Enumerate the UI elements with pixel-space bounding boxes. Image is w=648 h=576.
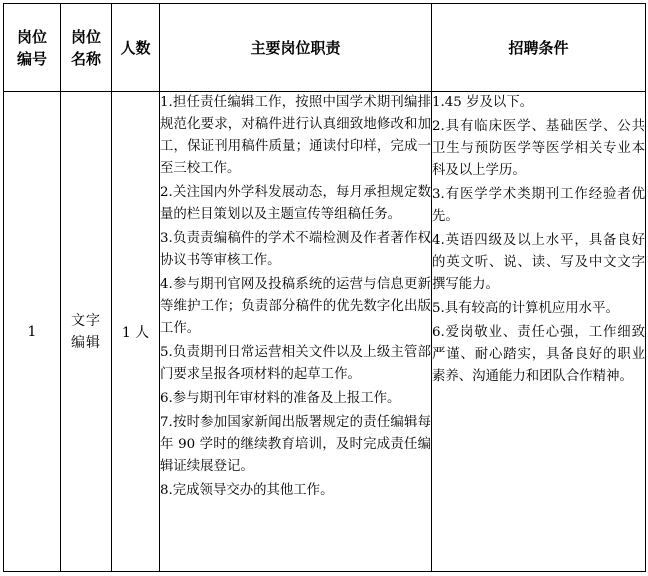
requirements-list — [432, 92, 645, 388]
cell-requirements — [432, 92, 646, 572]
header-requirements: 招聘条件 — [432, 4, 646, 92]
cell-duties — [160, 92, 432, 572]
header-post-name-line-2: 名称 — [70, 49, 101, 68]
cell-post-name — [61, 92, 112, 572]
header-row — [4, 4, 646, 92]
cell-count: 1 人 — [112, 92, 160, 572]
header-post-no-line-1: 岗位 — [16, 27, 47, 46]
header-post-name — [61, 4, 112, 92]
duties-list — [160, 92, 431, 502]
requirement-item-3: 3.有医学学术类期刊工作经验者优先。 — [432, 187, 645, 224]
duty-item-1: 1.担任责任编辑工作，按照中国学术期刊编排规范化要求，对稿件进行认真细致地修改和加工，保证刊用稿件质量；通读付印样，完成一至三校工作。 — [160, 95, 431, 176]
requirement-item-2: 2.具有临床医学、基础医学、公共卫生与预防医学等医学相关专业本科及以上学历。 — [432, 119, 645, 178]
requirement-item-1: 1.45 岁及以下。 — [432, 95, 534, 110]
requirement-item-4: 4.英语四级及以上水平，具备良好的英文听、说、读、写及中文文字撰写能力。 — [432, 233, 645, 292]
cell-post-no: 1 — [4, 92, 61, 572]
header-count: 人数 — [112, 4, 160, 92]
duty-item-5: 5.负责期刊日常运营相关文件以及上级主管部门要求呈报各项材料的起草工作。 — [160, 345, 431, 382]
requirement-item-5: 5.具有较高的计算机应用水平。 — [432, 301, 619, 316]
duty-item-2: 2.关注国内外学科发展动态，每月承担规定数量的栏目策划以及主题宣传等组稿任务。 — [160, 185, 431, 222]
post-name-line-1: 文字 — [71, 312, 101, 329]
recruitment-table — [3, 3, 646, 572]
duty-item-4: 4.参与期刊官网及投稿系统的运营与信息更新等维护工作；负责部分稿件的优先数字化出版工作。 — [160, 277, 431, 336]
header-duties: 主要岗位职责 — [160, 4, 432, 92]
duty-item-7: 7.按时参加国家新闻出版署规定的责任编辑每年 90 学时的继续教育培训，及时完成责任编辑证续展登记。 — [160, 415, 431, 474]
duty-item-8: 8.完成领导交办的其他工作。 — [160, 483, 334, 498]
header-post-name-line-1: 岗位 — [70, 27, 101, 46]
header-post-no-line-2: 编号 — [16, 49, 47, 68]
duty-item-6: 6.参与期刊年审材料的准备及上报工作。 — [160, 391, 401, 406]
post-name-line-2: 编辑 — [71, 334, 101, 351]
requirement-item-6: 6.爱岗敬业、责任心强，工作细致严谨、耐心踏实，具备良好的职业素养、沟通能力和团队合作精神。 — [432, 325, 645, 384]
duty-item-3: 3.负责责编稿件的学术不端检测及作者著作权协议书等审核工作。 — [160, 231, 431, 268]
header-post-no — [4, 4, 61, 92]
table-row — [4, 92, 646, 572]
